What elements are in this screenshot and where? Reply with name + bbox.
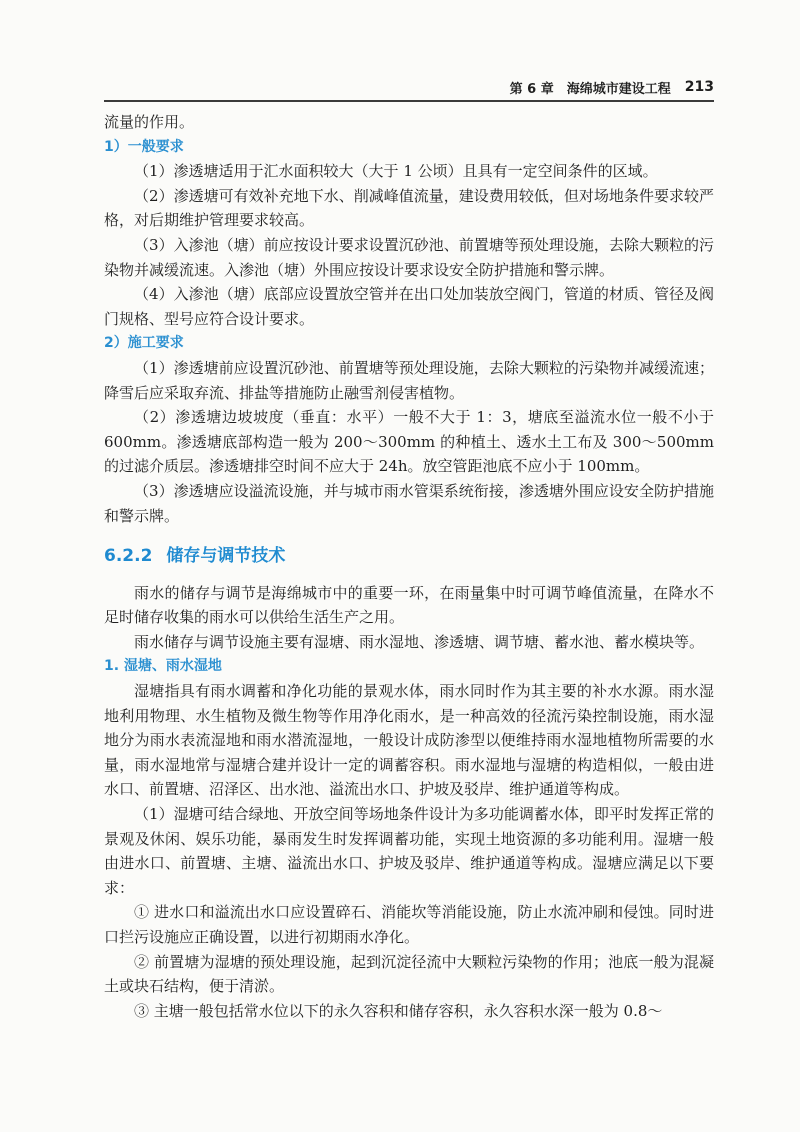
paragraph: 流量的作用。 <box>104 113 195 131</box>
subheading-general-requirements: 1）一般要求 <box>104 138 184 155</box>
page-body <box>104 110 714 1023</box>
paragraph: ② 前置塘为湿塘的预处理设施，起到沉淀径流中大颗粒污染物的作用；池底一般为混凝土或块石结构，便于清淤。 <box>104 952 714 996</box>
section-heading <box>104 544 714 569</box>
paragraph: （1）渗透塘适用于汇水面积较大（大于 1 公顷）且具有一定空间条件的区域。 <box>134 162 658 181</box>
paragraph: （1）渗透塘前应设置沉砂池、前置塘等预处理设施，去除大颗粒的污染物并减缓流速；降雪后应采取弃流、排盐等措施防止融雪剂侵害植物。 <box>104 358 714 402</box>
subheading-wet-pond: 1. 湿塘、雨水湿地 <box>104 658 222 675</box>
paragraph: （1）湿塘可结合绿地、开放空间等场地条件设计为多功能调蓄水体，即平时发挥正常的景观及休闲、娱乐功能，暴雨发生时发挥调蓄功能，实现土地资源的多功能利用。湿塘一般由进水口、前置塘、主塘、溢流出水口、护坡及驳岸、维护通道等构成。湿塘应满足以下要求： <box>104 805 714 897</box>
paragraph: ③ 主塘一般包括常水位以下的永久容积和储存容积，永久容积水深一般为 0.8～ <box>134 1001 663 1020</box>
paragraph: （3）入渗池（塘）前应按设计要求设置沉砂池、前置塘等预处理设施，去除大颗粒的污染物并减缓流速。入渗池（塘）外围应按设计要求设安全防护措施和警示牌。 <box>104 235 714 279</box>
paragraph: （2）渗透塘可有效补充地下水、削减峰值流量，建设费用较低，但对场地条件要求较严格，对后期维护管理要求较高。 <box>104 186 714 230</box>
page-number: 213 <box>684 79 714 95</box>
section-title: 储存与调节技术 <box>166 546 286 567</box>
subheading-construction-requirements: 2）施工要求 <box>104 335 184 352</box>
section-number: 6.2.2 <box>104 546 153 567</box>
paragraph: 雨水储存与调节设施主要有湿塘、雨水湿地、渗透塘、调节塘、蓄水池、蓄水模块等。 <box>134 632 705 651</box>
paragraph: 雨水的储存与调节是海绵城市中的重要一环，在雨量集中时可调节峰值流量，在降水不足时储存收集的雨水可以供给生活生产之用。 <box>104 583 714 627</box>
chapter-title: 第 6 章 海绵城市建设工程 <box>509 81 671 97</box>
paragraph: （3）渗透塘应设溢流设施，并与城市雨水管渠系统衔接，渗透塘外围应设安全防护措施和警示牌。 <box>104 481 714 525</box>
running-header <box>104 74 714 102</box>
paragraph: ① 进水口和溢流出水口应设置碎石、消能坎等消能设施，防止水流冲刷和侵蚀。同时进口拦污设施应正确设置，以进行初期雨水净化。 <box>104 903 714 946</box>
paragraph: （4）入渗池（塘）底部应设置放空管并在出口处加装放空阀门，管道的材质、管径及阀门规格、型号应符合设计要求。 <box>104 285 714 328</box>
paragraph: 湿塘指具有雨水调蓄和净化功能的景观水体，雨水同时作为其主要的补水水源。雨水湿地利用物理、水生植物及微生物等作用净化雨水，是一种高效的径流污染控制设施，雨水湿地分为雨水表流湿地和雨水潜流湿地，一般设计成防渗型以便维持雨水湿地植物所需要的水量，雨水湿地常与湿塘合建并设计一定的调蓄容积。雨水湿地与湿塘的构造相似，一般由进水口、前置塘、沼泽区、出水池、溢流出水口、护坡及驳岸、维护通道等构成。 <box>104 682 714 799</box>
paragraph: （2）渗透塘边坡坡度（垂直：水平）一般不大于 1：3，塘底至溢流水位一般不小于 600mm。渗透塘底部构造一般为 200～300mm 的种植土、透水土工布及 300～500mm 的过滤介质层。渗透塘排空时间不应大于 24h。放空管距池底不应小于 100mm。 <box>104 408 714 476</box>
